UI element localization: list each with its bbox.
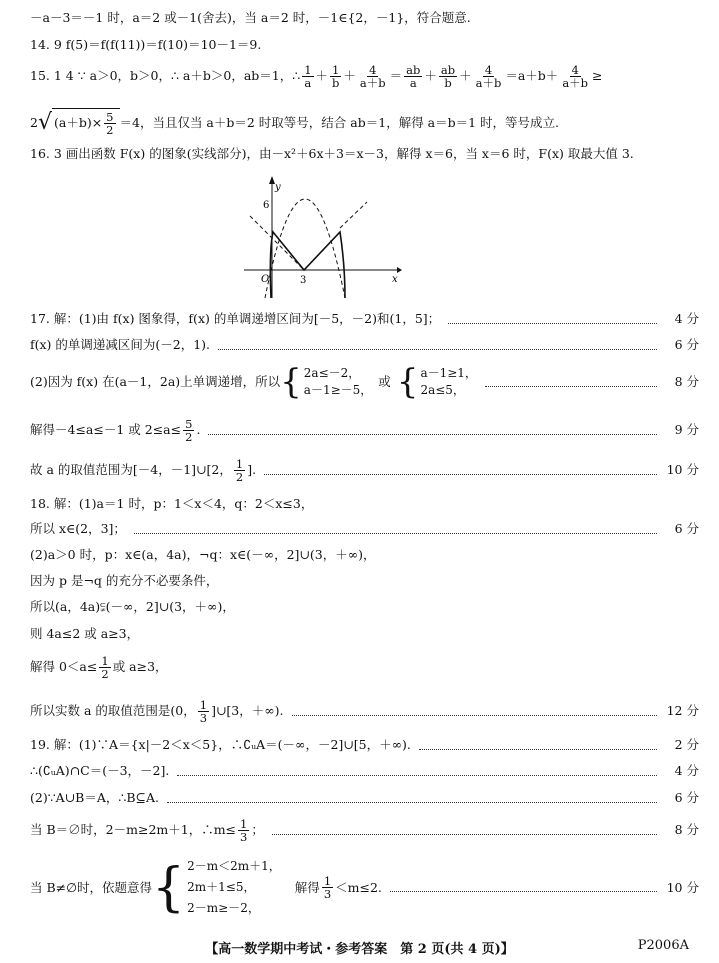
fraction: $\frac{4}{a+b}$: [359, 62, 386, 90]
answer-18-line3: (2)a＞0 时，p：x∈(a，4a)，¬q：x∈(－∞，2]∪(3，＋∞)，: [30, 547, 376, 562]
sqrt-sign: √: [37, 109, 52, 135]
fraction: $\frac{1}{2}$: [235, 456, 244, 484]
text: ＝4，当且仅当 a＋b＝2 时取等号，结合 ab＝1，解得 a＝b＝1 时，等号成立.: [119, 114, 560, 130]
score: 6 分: [674, 337, 699, 352]
text: ＝a＋b＋: [505, 68, 559, 83]
score: 9 分: [674, 422, 699, 437]
fraction: $\frac{4}{a+b}$: [562, 62, 589, 90]
score: 8 分: [674, 374, 699, 389]
text: 15. 1 4 ∵ a＞0，b＞0，∴ a＋b＞0，ab＝1，∴: [30, 68, 301, 83]
answer-18-line8: 所以实数 a 的取值范围是(0， $\frac{1}{3}$ ]∪[3，＋∞). 12 分: [30, 697, 699, 725]
tick-6-label: 6: [263, 200, 270, 211]
function-solid: [270, 232, 345, 298]
fraction: $\frac{ab}{a}$: [406, 62, 421, 90]
sqrt-body: (a＋b)× $\frac{5}{2}$: [52, 108, 120, 137]
fraction: $\frac{ab}{b}$: [440, 62, 456, 90]
fraction: $\frac{1}{3}$: [240, 816, 248, 844]
line-dashed: [250, 216, 304, 270]
x-label: x: [392, 274, 398, 285]
score: 8 分: [674, 822, 699, 837]
inequality-system: { a－1≥1， 2a≤5，: [396, 362, 477, 402]
answer-19-line4: 当 B＝∅时，2－m≥2m＋1，∴m≤ $\frac{1}{3}$ ； 8 分: [30, 816, 699, 844]
fraction: $\frac{1}{2}$: [101, 653, 109, 681]
function-graph: [242, 170, 402, 300]
fraction: $\frac{4}{a+b}$: [475, 62, 502, 90]
score: 12 分: [666, 703, 699, 718]
answer-14: 14. 9 f(5)＝f(f(11))＝f(10)＝10－1＝9.: [30, 37, 262, 52]
footer-code: P2006A: [637, 938, 689, 953]
footer-title: 【高一数学期中考试・参考答案 第 2 页(共 4 页)】: [205, 942, 514, 957]
score: 10 分: [666, 879, 699, 895]
answer-18-line4: 因为 p 是¬q 的充分不必要条件，: [30, 573, 219, 588]
answer-15-line2: [30, 108, 699, 137]
inequality-system: { 2－m＜2m＋1， 2m＋1≤5， 2－m≥－2，: [152, 857, 281, 918]
inequality-system: { 2a≤－2， a－1≥－5，: [280, 362, 373, 402]
answer-18-line7: 解得 0＜a≤ $\frac{1}{2}$ 或 a≥3，: [30, 653, 168, 681]
x-axis-arrow: [397, 267, 402, 273]
answer-15-line1: 15. 1 4 ∵ a＞0，b＞0，∴ a＋b＞0，ab＝1，∴ $\frac{1}{a}$ ＋ $\frac{1}{b}$ ＋ $\frac{4}{a+b}$ ＝ $\frac{ab}{a}$ ＋ $\frac{ab}{b}$ ＋ $\frac{4}{a+b}$ ＝a＋b＋ $\frac{4}{a+b}$ ≥: [30, 62, 603, 90]
answer-17-line1: 17. 解：(1)由 f(x) 图象得，f(x) 的单调递增区间为[－5，－2)和(1，5]； 4 分: [30, 311, 699, 326]
line-dashed: [340, 202, 367, 228]
answer-17-line2: f(x) 的单调递减区间为(－2，1). 6 分: [30, 337, 699, 352]
answer-19-line2: ∴(∁ᵤA)∩C＝(－3，－2]. 4 分: [30, 763, 699, 778]
text-line: －a－3＝－1 时，a＝2 或－1(舍去)，当 a＝2 时，－1∈{2，－1}，符合题意.: [30, 10, 471, 25]
origin-label: O: [261, 274, 270, 285]
fraction: $\frac{1}{3}$: [323, 874, 332, 901]
score: 4 分: [674, 311, 699, 326]
y-label: y: [275, 182, 281, 193]
answer-17-line3: (2)因为 f(x) 在(a－1，2a)上单调递增，所以 { 2a≤－2， a－1≥－5， 或 { a－1≥1， 2a≤5， 8 分: [30, 362, 699, 402]
score: 10 分: [666, 462, 699, 477]
answer-19-line1: 19. 解：(1)∵A＝{x|－2＜x＜5}，∴∁ᵤA＝(－∞，－2]∪[5，＋∞). 2 分: [30, 737, 699, 752]
fraction: $\frac{1}{b}$: [332, 62, 340, 90]
answer-18-line6: 则 4a≤2 或 a≥3，: [30, 626, 140, 641]
answer-16: 16. 3 画出函数 F(x) 的图象(实线部分)，由－x²＋6x＋3＝x－3，解得 x＝6，当 x＝6 时，F(x) 取最大值 3.: [30, 146, 634, 161]
tick-3-label: 3: [300, 275, 307, 286]
answer-19-line3: (2)∵A∪B＝A，∴B⊆A. 6 分: [30, 790, 699, 805]
answer-18-line2: 所以 x∈(2，3]； 6 分: [30, 521, 699, 536]
score: 2 分: [674, 737, 699, 752]
text: ≥: [592, 68, 603, 83]
score: 6 分: [674, 790, 699, 805]
answer-17-line4: 解得－4≤a≤－1 或 2≤a≤ $\frac{5}{2}$ . 9 分: [30, 416, 699, 444]
score: 4 分: [674, 763, 699, 778]
sqrt-coefficient: 2: [30, 114, 38, 130]
answer-18-line1: 18. 解：(1)a＝1 时，p：1＜x＜4，q：2＜x≤3，: [30, 496, 314, 511]
answer-17-line5: 故 a 的取值范围为[－4，－1]∪[2， $\frac{1}{2}$ ]. 10 分: [30, 456, 699, 484]
fraction: $\frac{1}{3}$: [199, 697, 208, 725]
answer-19-line5: 当 B≠∅时，依题意得 { 2－m＜2m＋1， 2m＋1≤5， 2－m≥－2， 解得 $\frac{1}{3}$ ＜m≤2. 10 分: [30, 857, 699, 918]
answer-18-line5: 所以(a，4a)⫋(－∞，2]∪(3，＋∞)，: [30, 599, 235, 614]
fraction: $\frac{1}{a}$: [304, 62, 312, 90]
fraction: $\frac{5}{2}$: [185, 416, 193, 444]
score: 6 分: [674, 521, 699, 536]
fraction: $\frac{5}{2}$: [106, 109, 114, 137]
